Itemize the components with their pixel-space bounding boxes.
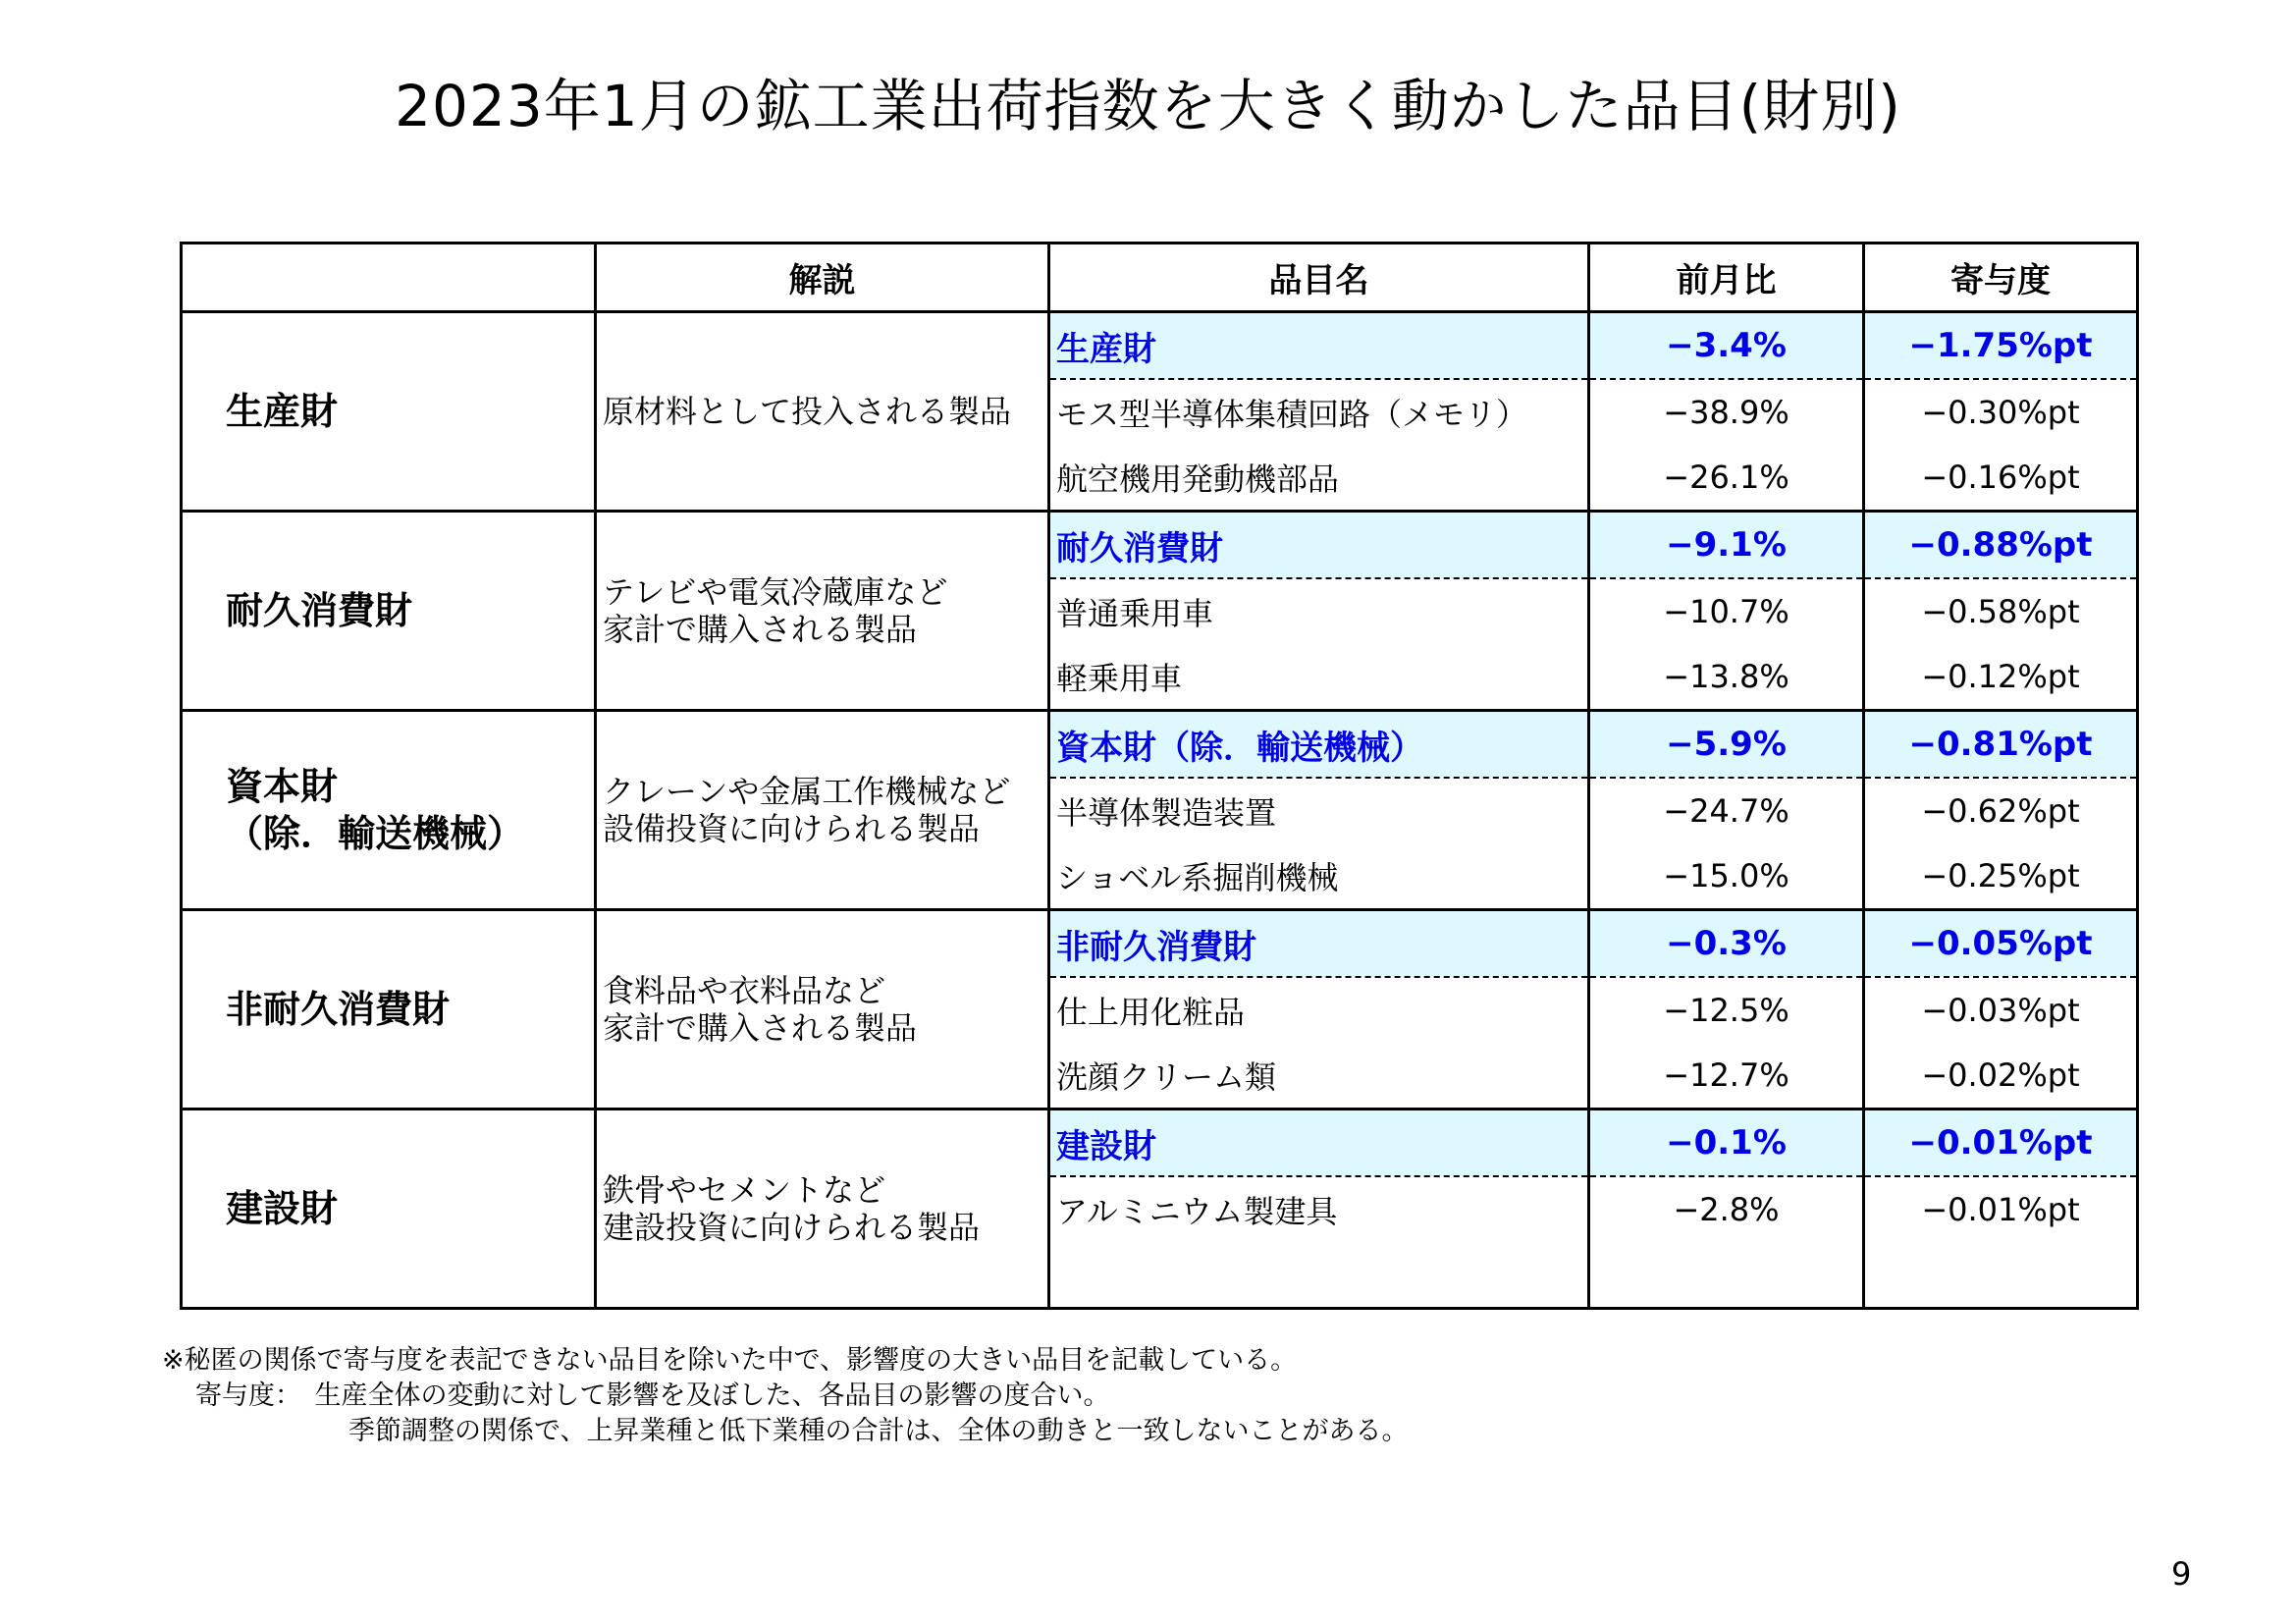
item-contribution: −0.12%pt <box>1864 644 2138 711</box>
table-header-row <box>182 244 2138 312</box>
header-contribution: 寄与度 <box>1864 244 2138 312</box>
header-mom: 前月比 <box>1589 244 1864 312</box>
category-label: 生産財 <box>226 390 339 433</box>
item-mom: −10.7% <box>1589 578 1864 644</box>
item-name: 仕上用化粧品 <box>1049 977 1589 1043</box>
table-row <box>182 1110 2138 1177</box>
description-cell <box>596 512 1049 711</box>
total-name: 非耐久消費財 <box>1049 910 1589 978</box>
description-line: 家計で購入される製品 <box>603 611 918 648</box>
table-row <box>182 711 2138 779</box>
category-cell <box>182 512 596 711</box>
total-mom: −0.3% <box>1589 910 1864 978</box>
category-cell <box>182 312 596 512</box>
description-cell <box>596 312 1049 512</box>
item-contribution: −0.62%pt <box>1864 778 2138 843</box>
footnote-line: ※秘匿の関係で寄与度を表記できない品目を除いた中で、影響度の大きい品目を記載している。 <box>162 1345 1298 1376</box>
total-mom: −9.1% <box>1589 512 1864 579</box>
item-contribution: −0.16%pt <box>1864 445 2138 512</box>
item-mom: −13.8% <box>1589 644 1864 711</box>
table-row <box>182 512 2138 579</box>
item-mom: −12.7% <box>1589 1043 1864 1110</box>
header-description: 解説 <box>596 244 1049 312</box>
description-line: 原材料として投入される製品 <box>603 393 1012 430</box>
footnote-line: 季節調整の関係で、上昇業種と低下業種の合計は、全体の動きと一致しないことがある。 <box>348 1416 1409 1446</box>
description-line: 建設投資に向けられる製品 <box>603 1209 981 1246</box>
item-name: 航空機用発動機部品 <box>1049 445 1589 512</box>
footnote-line: 寄与度： 生産全体の変動に対して影響を及ぼした、各品目の影響の度合い。 <box>195 1380 1110 1411</box>
total-contribution: −1.75%pt <box>1864 312 2138 380</box>
total-name: 生産財 <box>1049 312 1589 380</box>
total-name: 資本財（除．輸送機械） <box>1049 711 1589 779</box>
item-name: 普通乗用車 <box>1049 578 1589 644</box>
item-contribution: −0.02%pt <box>1864 1043 2138 1110</box>
total-contribution: −0.88%pt <box>1864 512 2138 579</box>
item-name: 軽乗用車 <box>1049 644 1589 711</box>
goods-table <box>180 242 2139 1310</box>
item-mom: −38.9% <box>1589 379 1864 445</box>
item-contribution <box>1864 1242 2138 1309</box>
item-mom: −15.0% <box>1589 843 1864 910</box>
description-cell <box>596 910 1049 1110</box>
category-label: 耐久消費財 <box>226 589 413 632</box>
category-label: 非耐久消費財 <box>226 988 451 1031</box>
description-cell <box>596 1110 1049 1309</box>
table-row <box>182 312 2138 380</box>
total-name: 耐久消費財 <box>1049 512 1589 579</box>
item-mom: −2.8% <box>1589 1176 1864 1242</box>
description-line: クレーンや金属工作機械など <box>603 773 1011 810</box>
page-title: 2023年1月の鉱工業出荷指数を大きく動かした品目(財別) <box>395 73 1901 139</box>
total-contribution: −0.01%pt <box>1864 1110 2138 1177</box>
total-contribution: −0.81%pt <box>1864 711 2138 779</box>
item-name: 半導体製造装置 <box>1049 778 1589 843</box>
footnotes <box>162 1343 1408 1449</box>
category-label: 資本財 <box>226 765 339 808</box>
description-line: 鉄骨やセメントなど <box>603 1171 886 1209</box>
item-name: ショベル系掘削機械 <box>1049 843 1589 910</box>
category-cell <box>182 711 596 910</box>
item-mom <box>1589 1242 1864 1309</box>
total-name: 建設財 <box>1049 1110 1589 1177</box>
total-mom: −3.4% <box>1589 312 1864 380</box>
item-name: モス型半導体集積回路（メモリ） <box>1049 379 1589 445</box>
item-name <box>1049 1242 1589 1309</box>
header-category <box>182 244 596 312</box>
description-cell <box>596 711 1049 910</box>
page-number: 9 <box>2171 1555 2192 1593</box>
description-line: 家計で購入される製品 <box>603 1009 918 1047</box>
header-item: 品目名 <box>1049 244 1589 312</box>
item-name: 洗顔クリーム類 <box>1049 1043 1589 1110</box>
total-mom: −5.9% <box>1589 711 1864 779</box>
item-contribution: −0.01%pt <box>1864 1176 2138 1242</box>
item-contribution: −0.30%pt <box>1864 379 2138 445</box>
item-mom: −12.5% <box>1589 977 1864 1043</box>
total-contribution: −0.05%pt <box>1864 910 2138 978</box>
item-contribution: −0.25%pt <box>1864 843 2138 910</box>
table-row <box>182 910 2138 978</box>
item-name: アルミニウム製建具 <box>1049 1176 1589 1242</box>
total-mom: −0.1% <box>1589 1110 1864 1177</box>
item-mom: −24.7% <box>1589 778 1864 843</box>
item-contribution: −0.03%pt <box>1864 977 2138 1043</box>
description-line: テレビや電気冷蔵庫など <box>603 573 948 611</box>
category-cell <box>182 1110 596 1309</box>
item-mom: −26.1% <box>1589 445 1864 512</box>
category-label: 建設財 <box>226 1187 339 1230</box>
description-line: 食料品や衣料品など <box>603 972 886 1009</box>
category-cell <box>182 910 596 1110</box>
category-sublabel: （除．輸送機械） <box>226 812 525 855</box>
item-contribution: −0.58%pt <box>1864 578 2138 644</box>
description-line: 設備投資に向けられる製品 <box>603 810 981 847</box>
